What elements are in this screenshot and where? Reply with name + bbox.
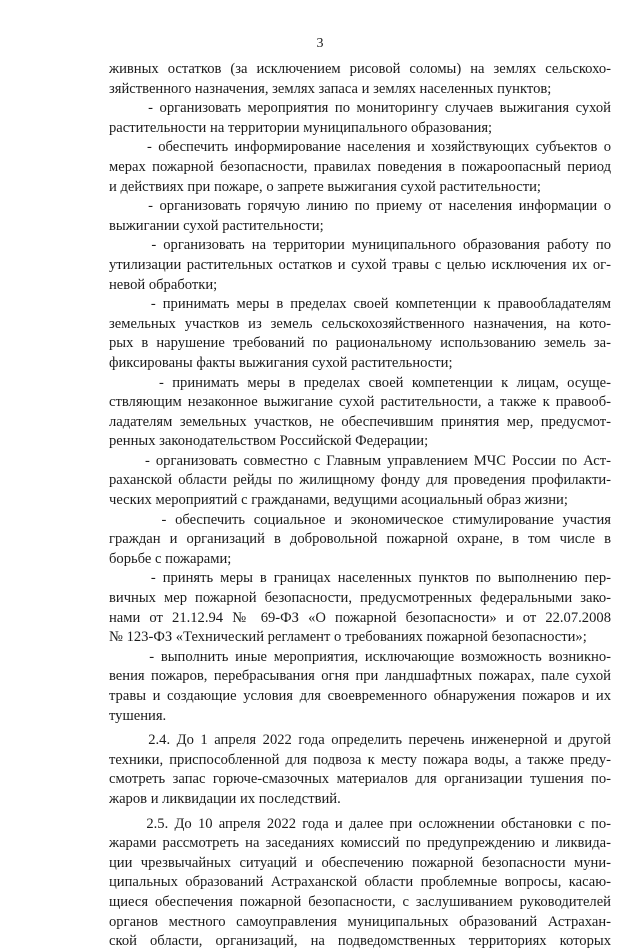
text-line: - обеспечить социальное и экономическое стимулирование участия <box>109 511 611 528</box>
text-line: - организовать горячую линию по приему от населения информации о <box>109 198 611 215</box>
paragraph <box>109 138 611 197</box>
paragraph <box>109 60 611 99</box>
text-line: утилизации растительных остатков и сухой травы с целью исключения их ог- <box>109 256 611 273</box>
text-line: ческих мероприятий с гражданами, ведущими асоциальный образ жизни; <box>109 492 568 509</box>
text-line: и действиях при пожаре, о запрете выжигания сухой растительности; <box>109 178 541 195</box>
text-line: - принимать меры в пределах своей компетенции к лицам, осуще- <box>109 374 611 391</box>
paragraph <box>109 731 611 809</box>
text-line: ствляющим незаконное выжигание сухой растительности, а также к правооб- <box>109 394 611 411</box>
text-line: нами от 21.12.94 № 69-ФЗ «О пожарной безопасности» и от 22.07.2008 <box>109 609 611 626</box>
text-line: - обеспечить информирование населения и хозяйствующих субъектов о <box>109 139 611 156</box>
paragraph <box>109 99 611 138</box>
text-line: - выполнить иные мероприятия, исключающие возможность возникно- <box>109 648 611 665</box>
text-line: раханской области рейды по жилищному фонду для проведения профилакти- <box>109 472 611 489</box>
text-line: тушения. <box>109 707 167 724</box>
text-line: смотреть запас горюче-смазочных материалов для организации тушения по- <box>109 771 611 788</box>
text-line: земельных участков из земель сельскохозяйственного назначения, на кото- <box>109 315 611 332</box>
text-line: 2.5. До 10 апреля 2022 года и далее при осложнении обстановки с по- <box>109 815 611 832</box>
text-line: - организовать мероприятия по мониторингу случаев выжигания сухой <box>109 100 611 117</box>
page-number: 3 <box>316 36 324 51</box>
paragraph <box>109 236 611 295</box>
text-line: ципальных образований Астраханской области проблемные вопросы, касаю- <box>109 874 611 891</box>
text-line: ской области, организаций, на подведомственных территориях которых <box>109 933 611 950</box>
text-line: борьбе с пожарами; <box>109 550 232 567</box>
text-line: органов местного самоуправления муниципальных образований Астрахан- <box>109 913 611 930</box>
paragraph <box>109 569 611 647</box>
text-line: № 123-ФЗ «Технический регламент о требованиях пожарной безопасности»; <box>109 629 587 646</box>
text-line: ции чрезвычайных ситуаций и обеспечению пожарной безопасности муни- <box>109 854 611 871</box>
paragraph <box>109 197 611 236</box>
document-body <box>109 60 611 952</box>
text-line: ренных законодательством Российской Федерации; <box>109 433 429 450</box>
text-line: жарами рассмотреть на заседаниях комиссий по предупреждению и ликвида- <box>109 835 611 852</box>
text-line: травы и создающие условия для своевременного обнаружения пожаров и их <box>109 688 611 704</box>
text-line: вичных мер пожарной безопасности, предусмотренных федеральными зако- <box>109 590 611 607</box>
text-line: зяйственного назначения, землях запаса и землях населенных пунктов; <box>109 80 552 97</box>
text-line: - организовать совместно с Главным управлением МЧС России по Аст- <box>109 452 611 469</box>
paragraph <box>109 452 611 511</box>
text-line: выжигании сухой растительности; <box>109 217 324 234</box>
text-line: - принимать меры в пределах своей компетенции к правообладателям <box>109 296 611 313</box>
text-line: ладателям земельных участков, не обеспечившим принятия мер, предусмот- <box>109 413 611 430</box>
text-line: техники, приспособленной для подвоза к месту пожара воды, а также преду- <box>109 751 611 768</box>
paragraph <box>109 648 611 726</box>
text-line: невой обработки; <box>109 276 218 293</box>
text-line: рых в нарушение требований по рациональному использованию земель за- <box>109 335 611 352</box>
paragraph <box>109 295 611 373</box>
paragraph <box>109 815 611 952</box>
text-line: - принять меры в границах населенных пунктов по выполнению пер- <box>109 570 611 587</box>
text-line: 2.4. До 1 апреля 2022 года определить перечень инженерной и другой <box>109 732 611 749</box>
text-line: щиеся обеспечения пожарной безопасности, с заслушиванием руководителей <box>109 893 611 910</box>
text-line: - организовать на территории муниципального образования работу по <box>109 237 611 254</box>
text-line: фиксированы факты выжигания сухой растительности; <box>109 354 453 371</box>
text-line: вения пожаров, перебрасывания огня при ландшафтных пожарах, пале сухой <box>109 668 611 685</box>
text-line: граждан и организаций в добровольной пожарной охране, в том числе в <box>109 531 611 548</box>
text-line: мерах пожарной безопасности, правилах поведения в пожароопасный период <box>109 158 611 175</box>
text-line: жаров и ликвидации их последствий. <box>109 790 341 807</box>
text-line: растительности на территории муниципального образования; <box>109 119 493 136</box>
text-line: живных остатков (за исключением рисовой соломы) на землях сельскохо- <box>109 61 611 77</box>
paragraph <box>109 374 611 452</box>
paragraph <box>109 511 611 570</box>
